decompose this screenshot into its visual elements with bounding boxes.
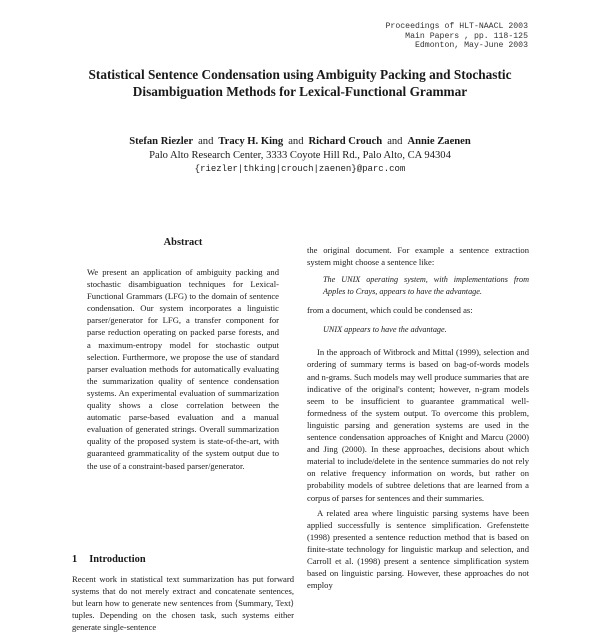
section-number: 1 (72, 554, 78, 565)
email-address: {riezler|thking|crouch|zaenen}@parc.com (194, 164, 406, 174)
title-line: Disambiguation Methods for Lexical-Functional Grammar (132, 84, 468, 99)
example-quote: UNIX appears to have the advantage. (323, 325, 447, 335)
author-name: Richard Crouch (308, 136, 383, 147)
section-title: Introduction (89, 554, 146, 565)
proceedings-header (328, 22, 528, 51)
body-paragraph: A related area where linguistic parsing systems have been applied successfully is sentence simplification. Grefenstette (1998) presented a sentence reduction method that is based on finite-state technology for linguistic markup and selection, and Carroll et al. (1998) present a sentence simplification system based on linguistic parsing. However, these approaches do not employ (307, 507, 529, 591)
proceedings-line: Main Papers , pp. 118-125 (405, 31, 528, 41)
author-separator: and (288, 136, 304, 147)
right-column (307, 244, 529, 591)
author-separator: and (198, 136, 214, 147)
author-separator: and (387, 136, 403, 147)
author-name: Stefan Riezler (129, 136, 194, 147)
affiliation: Palo Alto Research Center, 3333 Coyote Hill Rd., Palo Alto, CA 94304 (149, 150, 451, 161)
body-paragraph: In the approach of Witbrock and Mittal (1999), selection and ordering of summary terms is based on bag-of-words models and n-grams. Such models may well produce summaries that are indicative of the original's content; however, n-gram models seem to be insufficient to guarantee grammatical well-formedness of the system output. To overcome this problem, linguistic parsing and generation systems are used in the sentence condensation approaches of Knight and Marcu (2000) and Jing (2000). In these approaches, decisions about which material to include/delete in the sentence summaries do not rely on relative frequency information on words, but rather on probability models of subtree deletions that are learned from a corpus of parses for sentences and their summaries. (307, 347, 529, 503)
author-list (40, 135, 560, 148)
title-line: Statistical Sentence Condensation using Ambiguity Packing and Stochastic (88, 67, 512, 82)
section-heading-introduction (72, 554, 146, 565)
author-name: Annie Zaenen (407, 136, 471, 147)
abstract-heading: Abstract (163, 237, 203, 248)
paper-title (40, 66, 560, 100)
body-paragraph: the original document. For example a sentence extraction system might choose a sentence like: (307, 245, 529, 268)
proceedings-line: Edmonton, May-June 2003 (414, 41, 528, 51)
author-name: Tracy H. King (218, 136, 284, 147)
introduction-text: Recent work in statistical text summarization has put forward systems that do not merely extract and concatenate sentences, but learn how to generate new sentences from ⟨Summary, Text⟩ tuples. Depending on the chosen task, such systems either generate single-sentence (72, 574, 294, 632)
proceedings-line: Proceedings of HLT-NAACL 2003 (385, 22, 528, 31)
abstract-text: We present an application of ambiguity packing and stochastic disambiguation techniques for Lexical-Functional Grammars (LFG) to the domain of sentence condensation. Our system incorporates a linguistic parser/generator for LFG, a transfer component for parse reduction operating on packed parse forests, and a maximum-entropy model for stochastic output selection. Furthermore, we propose the use of standard parser evaluation methods for automatically evaluating the summarization quality of sentence condensation systems. An experimental evaluation of summarization quality shows a close correlation between the automatic parse-based evaluation and a manual evaluation of generated strings. Overall summarization quality of the proposed system is state-of-the-art, with guaranteed grammaticality of the system output due to the use of a constraint-based parser/generator. (87, 267, 279, 471)
example-quote: The UNIX operating system, with implementations from Apples to Crays, appears to have the advantage. (323, 275, 529, 297)
body-paragraph: from a document, which could be condensed as: (307, 305, 473, 316)
